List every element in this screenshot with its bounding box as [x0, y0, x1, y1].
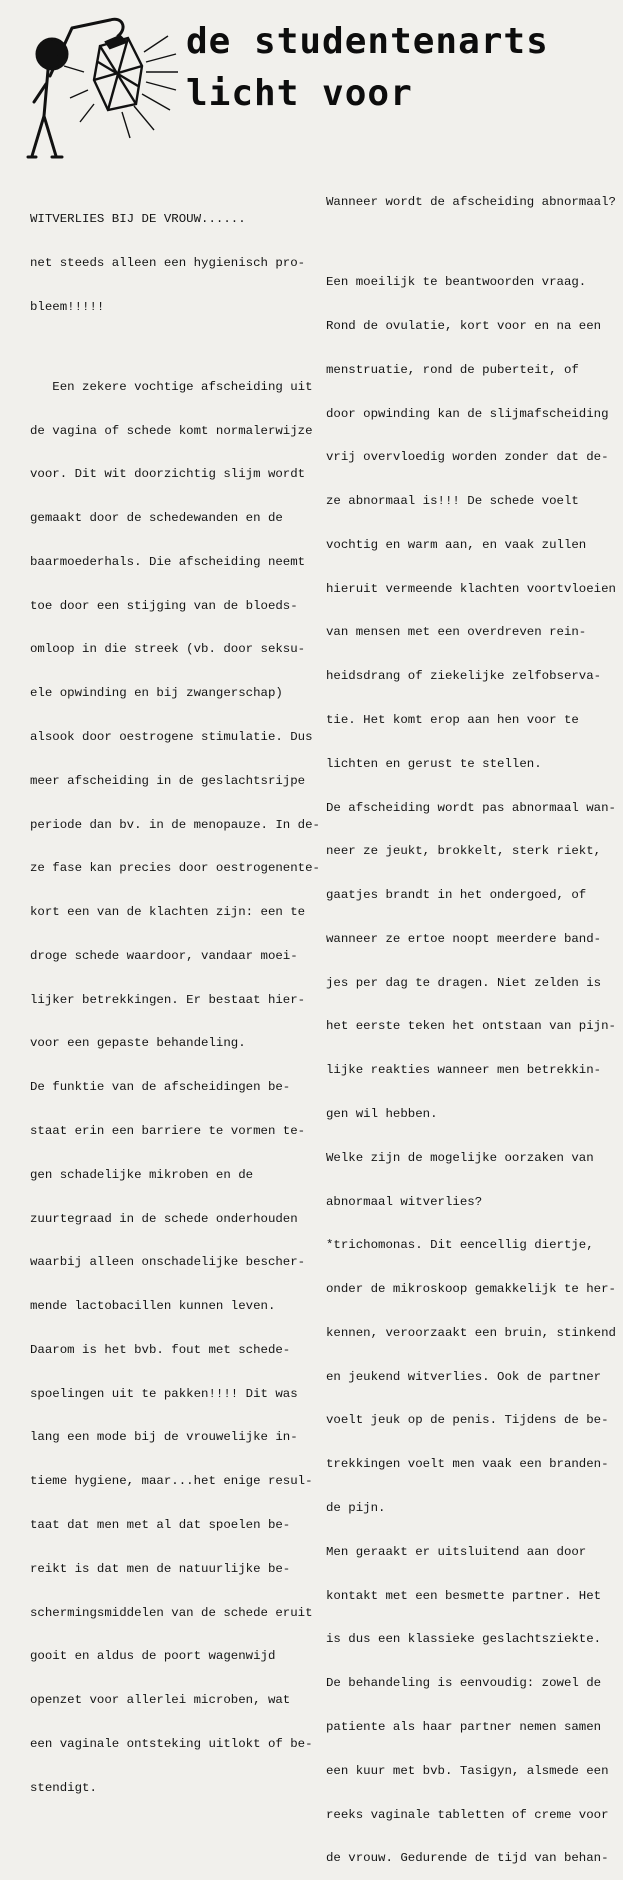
right-line: Welke zijn de mogelijke oorzaken van [326, 1150, 594, 1165]
right-line: Rond de ovulatie, kort voor en na een [326, 318, 602, 333]
right-text-column [326, 166, 620, 1880]
right-line: door opwinding kan de slijmafscheiding [326, 406, 609, 421]
body-line: lang een mode bij de vrouwelijke in- [30, 1430, 298, 1445]
right-line: neer ze jeukt, brokkelt, sterk riekt, [326, 844, 602, 859]
body-line: omloop in die streek (vb. door seksu- [30, 642, 306, 657]
section-heading: WITVERLIES BIJ DE VROUW...... [30, 212, 246, 227]
article-title-line1: de studentenarts [186, 21, 549, 62]
right-line: hieruit vermeende klachten voortvloeien [326, 581, 616, 596]
body-line: alsook door oestrogene stimulatie. Dus [30, 729, 313, 744]
right-line: gaatjes brandt in het ondergoed, of [326, 888, 587, 903]
right-line: van mensen met een overdreven rein- [326, 625, 587, 640]
body-line: een vaginale ontsteking uitlokt of be- [30, 1736, 313, 1751]
body-line: openzet voor allerlei microben, wat [30, 1693, 291, 1708]
right-line: de pijn. [326, 1501, 386, 1516]
right-line: heidsdrang of ziekelijke zelfobserva- [326, 669, 602, 684]
right-line: Men geraakt er uitsluitend aan door [326, 1544, 587, 1559]
body-line: staat erin een barriere te vormen te- [30, 1124, 306, 1138]
right-line: trekkingen voelt men vaak een branden- [326, 1457, 609, 1472]
body-line: baarmoederhals. Die afscheiding neemt [30, 554, 306, 569]
right-line: vochtig en warm aan, en vaak zullen [326, 537, 587, 552]
right-line: patiente als haar partner nemen samen [326, 1719, 602, 1734]
body-line: reikt is dat men de natuurlijke be- [30, 1561, 291, 1576]
body-line: waarbij alleen onschadelijke bescher- [30, 1255, 306, 1270]
body-line: droge schede waardoor, vandaar moei- [30, 948, 298, 963]
right-line: voelt jeuk op de penis. Tijdens de be- [326, 1413, 609, 1428]
body-line: ze fase kan precies door oestrogenente- [30, 861, 320, 876]
right-line: menstruatie, rond de puberteit, of [326, 362, 579, 377]
article-title-line2: licht voor [186, 73, 413, 114]
right-line: wanneer ze ertoe noopt meerdere band- [326, 931, 602, 946]
body-line: stendigt. [30, 1780, 97, 1795]
body-line: voor een gepaste behandeling. [30, 1036, 246, 1051]
body-line: schermingsmiddelen van de schede eruit [30, 1605, 313, 1620]
right-line: De behandeling is eenvoudig: zowel de [326, 1676, 602, 1691]
article-header [0, 0, 623, 170]
right-line: is dus een klassieke geslachtsziekte. [326, 1632, 602, 1647]
right-line: de vrouw. Gedurende de tijd van behan- [326, 1851, 609, 1866]
body-line: kort een van de klachten zijn: een te [30, 905, 306, 920]
subheading-line: bleem!!!!! [30, 299, 105, 314]
right-line: lichten en gerust te stellen. [326, 756, 542, 771]
right-line: De afscheiding wordt pas abnormaal wan- [326, 800, 616, 815]
right-line: kontakt met een besmette partner. Het [326, 1588, 602, 1603]
right-line: jes per dag te dragen. Niet zelden is [326, 975, 602, 990]
right-line: een kuur met bvb. Tasigyn, alsmede een [326, 1763, 609, 1778]
right-line: Een moeilijk te beantwoorden vraag. [326, 275, 587, 290]
right-line: lijke reakties wanneer men betrekkin- [326, 1063, 602, 1078]
body-line: tieme hygiene, maar...het enige resul- [30, 1474, 313, 1489]
subheading-line: net steeds alleen een hygienisch pro- [30, 255, 306, 270]
right-line: vrij overvloedig worden zonder dat de- [326, 450, 609, 465]
body-line: meer afscheiding in de geslachtsrijpe [30, 773, 306, 788]
body-line: taat dat men met al dat spoelen be- [30, 1518, 291, 1533]
right-line: *trichomonas. Dit eencellig diertje, [326, 1238, 594, 1253]
right-line: Wanneer wordt de afscheiding abnormaal? [326, 195, 616, 210]
body-line: De funktie van de afscheidingen be- [30, 1080, 291, 1095]
body-line: lijker betrekkingen. Er bestaat hier- [30, 992, 306, 1007]
body-line: Daarom is het bvb. fout met schede- [30, 1342, 291, 1357]
body-line: voor. Dit wit doorzichtig slijm wordt [30, 467, 306, 482]
body-line: gooit en aldus de poort wagenwijd [30, 1649, 276, 1664]
body-line: gen schadelijke mikroben en de [30, 1167, 254, 1182]
left-text-column [30, 183, 320, 1810]
body-line: zuurtegraad in de schede onderhouden [30, 1211, 298, 1226]
doctor-with-lantern-icon [18, 6, 180, 162]
body-line: mende lactobacillen kunnen leven. [30, 1299, 276, 1314]
body-line: ele opwinding en bij zwangerschap) [30, 686, 283, 701]
body-line: spoelingen uit te pakken!!!! Dit was [30, 1386, 298, 1401]
body-line: de vagina of schede komt normalerwijze [30, 423, 313, 438]
right-line: onder de mikroskoop gemakkelijk te her- [326, 1282, 616, 1297]
body-line: Een zekere vochtige afscheiding uit [30, 379, 313, 394]
body-line: toe door een stijging van de bloeds- [30, 598, 298, 613]
body-line: gemaakt door de schedewanden en de [30, 511, 283, 526]
right-line: ze abnormaal is!!! De schede voelt [326, 494, 579, 509]
right-line: kennen, veroorzaakt een bruin, stinkend [326, 1325, 616, 1340]
right-line: gen wil hebben. [326, 1107, 438, 1121]
right-line: en jeukend witverlies. Ook de partner [326, 1369, 602, 1384]
body-line: periode dan bv. in de menopauze. In de- [30, 817, 320, 832]
right-line: abnormaal witverlies? [326, 1194, 483, 1209]
right-line: reeks vaginale tabletten of creme voor [326, 1807, 609, 1822]
right-line: tie. Het komt erop aan hen voor te [326, 712, 579, 727]
right-line: het eerste teken het ontstaan van pijn- [326, 1019, 616, 1034]
